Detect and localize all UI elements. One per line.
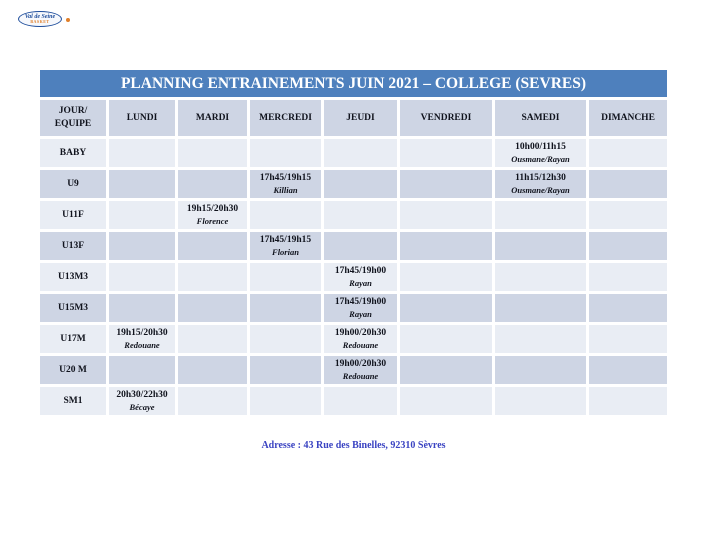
session-time: 17h45/19h00 [334,266,387,277]
schedule-cell [400,387,492,415]
schedule-cell [178,201,247,229]
schedule-cell [495,263,586,291]
schedule-cell [109,387,175,415]
team-label: U9 [40,170,106,198]
schedule-cell [109,232,175,260]
schedule-cell [109,170,175,198]
day-header-mercredi: MERCREDI [250,100,321,136]
day-header-dimanche: DIMANCHE [589,100,667,136]
team-label: SM1 [40,387,106,415]
session-time: 17h45/19h00 [334,297,387,308]
schedule-cell [400,356,492,384]
session-time: 19h15/20h30 [186,204,239,215]
schedule-cell [495,232,586,260]
table-row [40,139,667,167]
schedule-cell [250,356,321,384]
session-coach: Florence [196,215,229,226]
schedule-cell [178,325,247,353]
session-time: 17h45/19h15 [259,235,312,246]
day-header-lundi: LUNDI [109,100,175,136]
session-coach: Rayan [349,308,372,319]
schedule-cell [589,263,667,291]
table-row [40,232,667,260]
day-header-samedi: SAMEDI [495,100,586,136]
schedule-cell [324,356,397,384]
schedule-cell [495,387,586,415]
session-time: 20h30/22h30 [116,390,168,401]
logo-orange-dot-icon [66,18,70,22]
schedule-cell [250,139,321,167]
schedule-cell [495,356,586,384]
schedule-cell [250,263,321,291]
schedule-cell [495,201,586,229]
team-label: U13F [40,232,106,260]
corner-header-line1: JOUR/ [58,106,88,117]
session-coach: Redouane [124,339,160,350]
day-header-mardi: MARDI [178,100,247,136]
corner-header-line2: EQUIPE [54,119,92,129]
schedule-cell [324,263,397,291]
schedule-cell [250,201,321,229]
table-row [40,356,667,384]
team-label: U20 M [40,356,106,384]
session-coach: Redouane [342,339,379,350]
schedule-cell [109,294,175,322]
schedule-cell [178,356,247,384]
schedule-cell [250,387,321,415]
schedule-cell [250,294,321,322]
session-time: 19h00/20h30 [334,328,387,339]
schedule-cell [250,170,321,198]
schedule-cell [178,139,247,167]
schedule-cell [495,170,586,198]
header-row [40,100,667,136]
schedule-cell [178,232,247,260]
schedule-cell [109,263,175,291]
schedule-cell [324,325,397,353]
team-label: U11F [40,201,106,229]
schedule-cell [324,170,397,198]
session-coach: Ousmane/Rayan [511,153,570,164]
schedule-cell [400,232,492,260]
schedule-cell [324,294,397,322]
schedule-cell [589,170,667,198]
corner-header [40,100,106,136]
schedule-cell [400,325,492,353]
session-time: 19h15/20h30 [116,328,168,339]
table-row [40,201,667,229]
schedule-cell [324,387,397,415]
team-label: U15M3 [40,294,106,322]
club-logo [18,9,72,31]
club-logo-name: Val de Seine [24,14,56,20]
schedule-cell [178,263,247,291]
planning-title: PLANNING ENTRAINEMENTS JUIN 2021 – COLLEGE (SEVRES) [40,70,667,97]
schedule-cell [400,201,492,229]
schedule-cell [400,139,492,167]
schedule-cell [109,325,175,353]
table-row [40,325,667,353]
club-logo-subtitle: BASKET [30,19,50,24]
schedule-cell [109,139,175,167]
schedule-cell [324,232,397,260]
schedule-cell [178,387,247,415]
schedule-cell [109,201,175,229]
schedule-cell [250,325,321,353]
session-coach: Killian [273,184,298,195]
day-header-vendredi: VENDREDI [400,100,492,136]
session-coach: Florian [272,246,299,257]
schedule-cell [495,294,586,322]
address-line: Adresse : 43 Rue des Binelles, 92310 Sèvres [261,440,446,451]
schedule-cell [495,139,586,167]
club-logo-oval-icon [18,11,62,27]
schedule-cell [178,170,247,198]
schedule-cell [589,232,667,260]
schedule-cell [109,356,175,384]
schedule-cell [250,232,321,260]
team-label: BABY [40,139,106,167]
table-row [40,170,667,198]
session-coach: Redouane [342,370,379,381]
schedule-cell [589,294,667,322]
schedule-cell [400,294,492,322]
table-row [40,294,667,322]
schedule-cell [589,201,667,229]
table-row [40,387,667,415]
schedule-cell [400,263,492,291]
schedule-table [37,97,670,418]
session-time: 17h45/19h15 [259,173,312,184]
day-header-jeudi: JEUDI [324,100,397,136]
session-coach: Bécaye [129,401,155,412]
schedule-cell [324,139,397,167]
session-time: 19h00/20h30 [334,359,387,370]
session-time: 10h00/11h15 [515,142,566,153]
schedule-cell [178,294,247,322]
team-label: U17M [40,325,106,353]
session-coach: Rayan [349,277,372,288]
session-time: 11h15/12h30 [515,173,566,184]
schedule-cell [589,139,667,167]
schedule-cell [400,170,492,198]
schedule-cell [589,387,667,415]
schedule-cell [589,325,667,353]
team-label: U13M3 [40,263,106,291]
schedule-cell [324,201,397,229]
schedule-cell [495,325,586,353]
schedule-cell [589,356,667,384]
table-row [40,263,667,291]
session-coach: Ousmane/Rayan [511,184,570,195]
